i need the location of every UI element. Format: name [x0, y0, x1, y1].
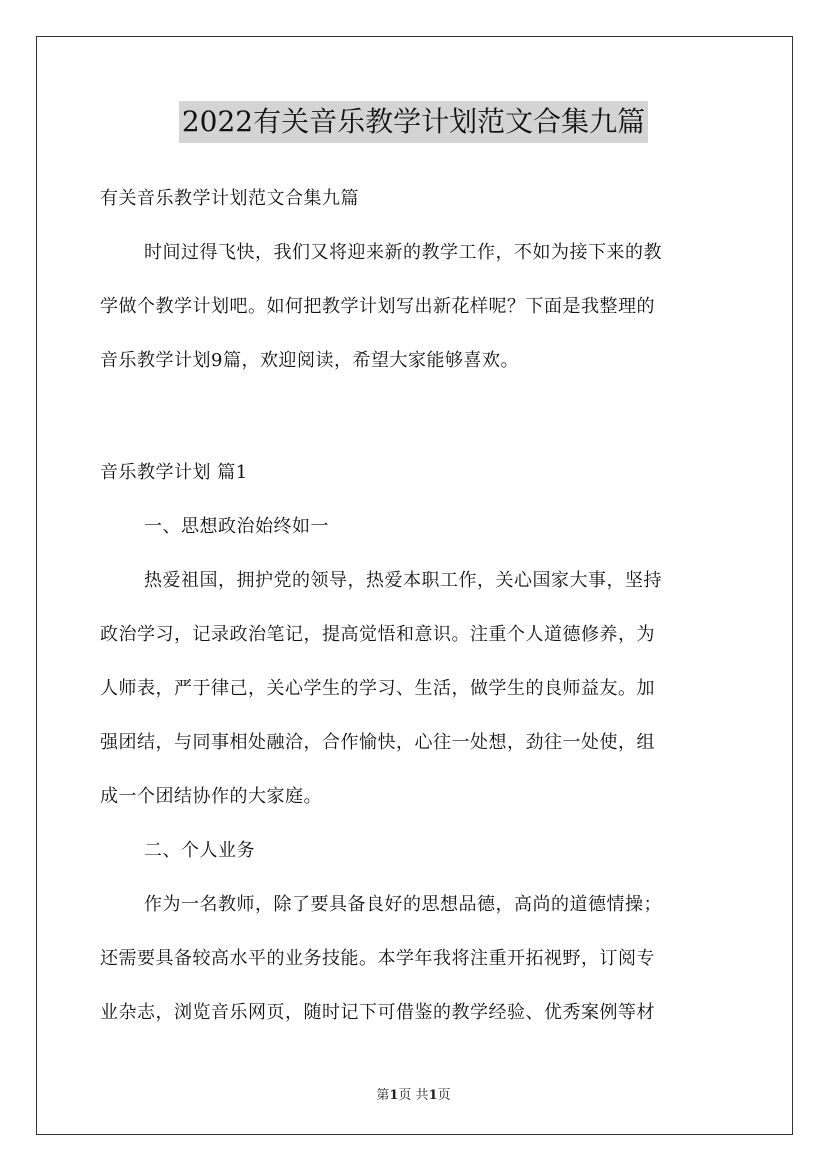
blank-line: [100, 388, 728, 446]
part1-line: 政治学习，记录政治笔记，提高觉悟和意识。注重个人道德修养，为: [100, 624, 655, 645]
part2-line: 业杂志，浏览音乐网页，随时记下可借鉴的教学经验、优秀案例等材: [100, 1002, 655, 1023]
part1-line: 人师表，严于律己，关心学生的学习、生活，做学生的良师益友。加: [100, 678, 655, 699]
intro-line: 学做个教学计划吧。如何把教学计划写出新花样呢？下面是我整理的: [100, 296, 655, 317]
part1-heading: 一、思想政治始终如一: [144, 516, 329, 537]
document-title-wrap: [0, 101, 827, 143]
section-heading: 音乐教学计划 篇1: [100, 462, 248, 483]
intro-line: 音乐教学计划9篇，欢迎阅读，希望大家能够喜欢。: [100, 350, 519, 371]
document-subtitle: 有关音乐教学计划范文合集九篇: [100, 188, 359, 209]
document-body: [100, 172, 728, 1040]
page-footer: [0, 1084, 827, 1103]
footer-page-suffix: 页: [437, 1088, 451, 1103]
part2-heading: 二、个人业务: [144, 840, 255, 861]
footer-page-total: 1: [428, 1088, 438, 1103]
footer-page-number: 1: [389, 1088, 399, 1103]
part1-line: 强团结，与同事相处融洽，合作愉快，心往一处想，劲往一处使，组: [100, 732, 655, 753]
part2-line: 还需要具备较高水平的业务技能。本学年我将注重开拓视野，订阅专: [100, 948, 655, 969]
footer-page-mid: 页 共: [398, 1088, 429, 1103]
document-title: 2022有关音乐教学计划范文合集九篇: [179, 101, 648, 143]
intro-line: 时间过得飞快，我们又将迎来新的教学工作，不如为接下来的教: [144, 242, 662, 263]
part2-line: 作为一名教师，除了要具备良好的思想品德，高尚的道德情操；: [144, 894, 662, 915]
part1-line: 热爱祖国，拥护党的领导，热爱本职工作，关心国家大事，坚持: [144, 570, 662, 591]
footer-page-prefix: 第: [376, 1088, 390, 1103]
part1-line: 成一个团结协作的大家庭。: [100, 786, 322, 807]
